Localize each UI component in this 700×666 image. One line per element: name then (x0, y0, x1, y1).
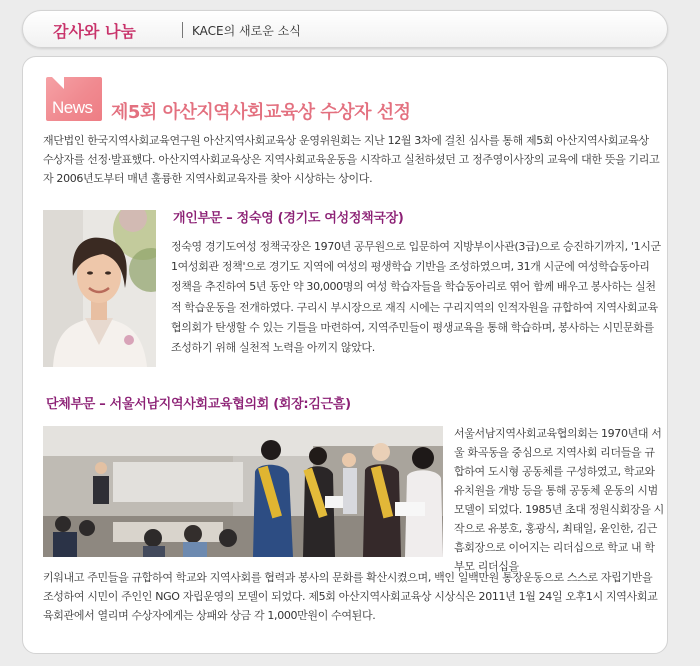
group-award-title: 단체부문 – 서울서남지역사회교육협의회 (회장:김근흠) (46, 397, 351, 412)
news-badge (46, 77, 102, 121)
individual-award-body: 정숙영 경기도여성 정책국장은 1970년 공무원으로 입문하여 지방부이사관(3급)으로 승진하기까지, '1시군 1여성회관 정책'으로 경기도 지역에 여성의 평생학습 기반을 조성하였으며, 31개 시군에 여성학습동아리 정책을 추진하여 5년 동안 약 30,000명의 여성 학습자들을 학습동아리로 엮어 함께 배우고 봉사하는 실천적 학습운동을 전개하였다. 구리시 부시장으로 재직 시에는 구리지역의 인적자원을 규합하여 지역사회교육협의회가 탄생할 수 있는 기틀을 마련하여, 지역주민들이 평생교육을 통해 학습하며, 봉사하는 시민문화를 조성하기 위해 실천적 노력을 아끼지 않았다. (171, 240, 661, 355)
header-divider (182, 22, 183, 38)
portrait-photo (43, 210, 156, 367)
individual-award-title: 개인부문 – 정숙영 (경기도 여성정책국장) (173, 211, 404, 226)
portrait-illustration (43, 210, 156, 367)
badge-corner-fold (52, 77, 64, 89)
section-header (22, 10, 668, 48)
group-event-photo (43, 426, 443, 557)
group-award-body-bottom: 키워내고 주민들을 규합하여 학교와 지역사회를 협력과 봉사의 문화를 확산시켰으며, 백인 일백만원 통장운동으로 스스로 자립기반을 조성하여 시민이 주인인 NGO 자립운영의 모델이 되었다. 제5회 아산지역사회교육상 시상식은 2011년 1월 24일 오후1시 지역사회교육회관에서 열리며 수상자에게는 상패와 상금 각 1,000만원이 수여된다. (43, 571, 658, 622)
news-badge-label: News (52, 98, 93, 117)
article-title: 제5회 아산지역사회교육상 수상자 선정 (111, 102, 411, 123)
section-subtitle: KACE의 새로운 소식 (192, 24, 301, 38)
article-intro: 재단법인 한국지역사회교육연구원 아산지역사회교육상 운영위원회는 지난 12월 3차에 걸친 심사를 통해 제5회 아산지역사회교육상 수상자를 선정·발표했다. 아산지역사회교육상은 지역사회교육운동을 시작하고 실천하셨던 고 정주영이사장의 교육에 대한 뜻을 기리고자 2006년도부터 매년 훌륭한 지역사회교육자를 찾아 시상하는 상이다. (43, 134, 660, 185)
group-award-body-side: 서울서남지역사회교육협의회는 1970년대 서울 화곡동을 중심으로 지역사회 리더들을 규합하여 도시형 공동체를 구성하였고, 학교와 유치원을 개방 등을 통해 공동체 운동의 시범모델이 되었다. 1985년 초대 정원식회장을 시작으로 유봉호, 홍광식, 최태일, 윤인한, 김근흠회장으로 이어지는 리더십으로 학교 내 학부모 리더십을 (454, 427, 664, 573)
event-illustration (43, 426, 443, 557)
section-title: 감사와 나눔 (53, 22, 136, 41)
